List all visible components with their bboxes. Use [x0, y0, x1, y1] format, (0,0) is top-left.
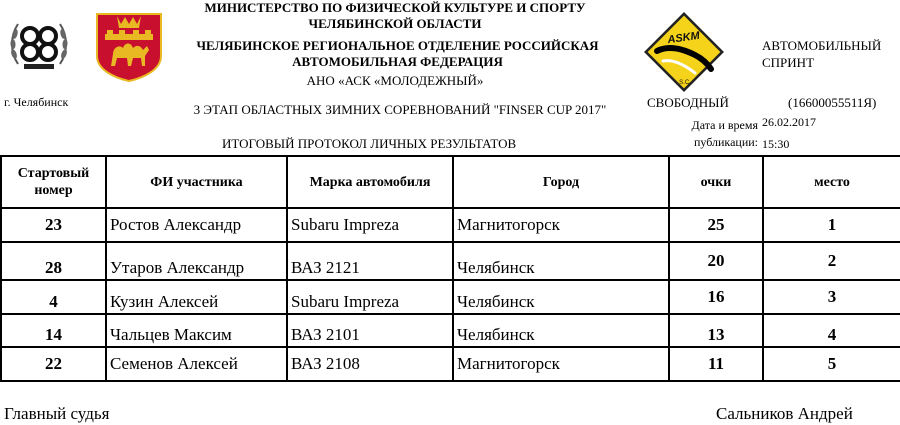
cell-points: 11	[669, 347, 763, 381]
ministry-title-line1: МИНИСТЕРСТВО ПО ФИЗИЧЕСКОЙ КУЛЬТУРЕ И СПОРТУ	[204, 0, 586, 15]
cell-points: 25	[669, 208, 763, 242]
city-label: г. Челябинск	[4, 95, 69, 109]
table-row	[1, 314, 900, 347]
cell-points: 13	[669, 314, 763, 347]
cell-name: Кузин Алексей	[106, 280, 287, 314]
cell-number: 23	[1, 208, 106, 242]
table-row	[1, 280, 900, 314]
federation-title-line1: ЧЕЛЯБИНСКОЕ РЕГИОНАЛЬНОЕ ОТДЕЛЕНИЕ РОССИЙСКАЯ	[196, 38, 599, 53]
column-header-start-number: Стартовый номер	[1, 156, 106, 208]
event-title: 3 ЭТАП ОБЛАСТНЫХ ЗИМНИХ СОРЕВНОВАНИЙ "FINSER CUP 2017"	[193, 102, 607, 117]
cell-car: ВАЗ 2121	[287, 242, 453, 280]
cell-car: ВАЗ 2101	[287, 314, 453, 347]
cell-car: Subaru Impreza	[287, 208, 453, 242]
svg-text:S.C.: S.C.	[679, 80, 691, 86]
federation-title-line2: АВТОМОБИЛЬНАЯ ФЕДЕРАЦИЯ	[292, 54, 503, 69]
cell-points: 16	[669, 280, 763, 314]
discipline-line2: СПРИНТ	[762, 55, 815, 70]
cell-number: 14	[1, 314, 106, 347]
cell-city: Магнитогорск	[453, 347, 669, 381]
cell-name: Ростов Александр	[106, 208, 287, 242]
cell-place: 3	[763, 280, 900, 314]
table-row	[1, 347, 900, 381]
protocol-title: ИТОГОВЫЙ ПРОТОКОЛ ЛИЧНЫХ РЕЗУЛЬТАТОВ	[222, 136, 517, 151]
column-header-place: место	[763, 156, 900, 208]
cell-city: Челябинск	[453, 242, 669, 280]
cell-points: 20	[669, 242, 763, 280]
cell-number: 4	[1, 280, 106, 314]
chief-judge-label: Главный судья	[4, 404, 110, 423]
publication-label-line2: публикации:	[693, 135, 758, 149]
chief-judge-name: Сальников Андрей	[716, 404, 853, 423]
cell-city: Челябинск	[453, 280, 669, 314]
table-header-row	[1, 156, 900, 208]
cell-place: 5	[763, 347, 900, 381]
cell-name: Семенов Алексей	[106, 347, 287, 381]
cell-name: Чальцев Максим	[106, 314, 287, 347]
cell-name: Утаров Александр	[106, 242, 287, 280]
discipline-line1: АВТОМОБИЛЬНЫЙ	[762, 38, 882, 53]
table-row	[1, 242, 900, 280]
publication-time: 15:30	[762, 137, 790, 151]
cell-place: 4	[763, 314, 900, 347]
organizer-name: АНО «АСК «МОЛОДЕЖНЫЙ»	[306, 73, 484, 88]
publication-label-line1: Дата и время	[691, 118, 758, 132]
class-label: СВОБОДНЫЙ	[647, 95, 729, 110]
column-header-name: ФИ участника	[106, 156, 287, 208]
chelyabinsk-coat-of-arms-icon	[93, 12, 165, 82]
cell-number: 28	[1, 242, 106, 280]
column-header-city: Город	[453, 156, 669, 208]
table-row	[1, 208, 900, 242]
svg-text:ASKM: ASKM	[666, 29, 701, 47]
event-code: (16600055511Я)	[788, 95, 877, 110]
cell-place: 2	[763, 242, 900, 280]
cell-car: Subaru Impreza	[287, 280, 453, 314]
askm-club-logo-icon	[643, 11, 725, 93]
ministry-title-line2: ЧЕЛЯБИНСКОЙ ОБЛАСТИ	[308, 16, 482, 31]
publication-date: 26.02.2017	[762, 115, 816, 129]
sports-logo-icon	[8, 14, 70, 76]
results-table	[0, 155, 900, 382]
cell-city: Челябинск	[453, 314, 669, 347]
cell-number: 22	[1, 347, 106, 381]
column-header-car: Марка автомобиля	[287, 156, 453, 208]
cell-place: 1	[763, 208, 900, 242]
cell-city: Магнитогорск	[453, 208, 669, 242]
cell-car: ВАЗ 2108	[287, 347, 453, 381]
column-header-points: очки	[669, 156, 763, 208]
